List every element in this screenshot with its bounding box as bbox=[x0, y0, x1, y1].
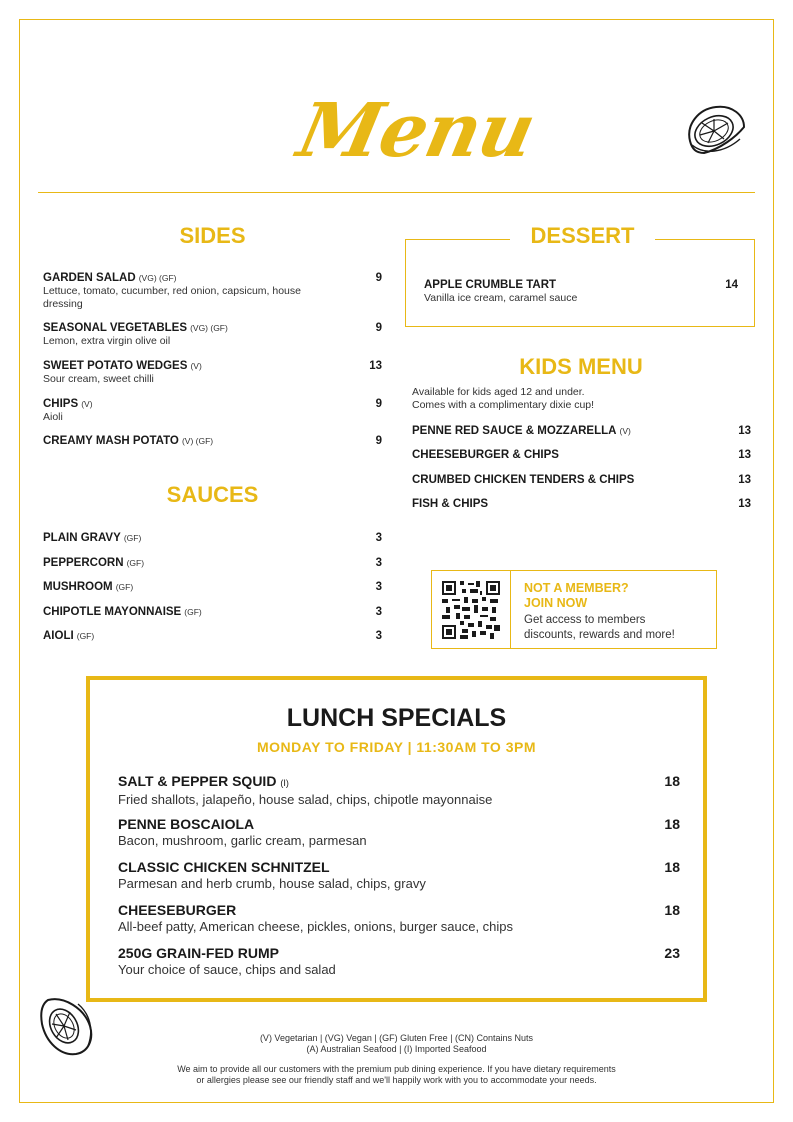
membership-promo[interactable] bbox=[431, 570, 717, 649]
item-price: 9 bbox=[375, 435, 382, 447]
sauces-heading: SAUCES bbox=[166, 482, 259, 507]
item-price: 13 bbox=[738, 425, 751, 437]
list-item bbox=[118, 773, 492, 808]
item-description: Your choice of sauce, chips and salad bbox=[118, 962, 336, 977]
item-price: 18 bbox=[664, 816, 680, 832]
list-item bbox=[412, 498, 488, 511]
item-name: PENNE RED SAUCE & MOZZARELLA bbox=[412, 425, 617, 437]
item-name: PEPPERCORN bbox=[43, 557, 124, 569]
lunch-specials-box bbox=[86, 676, 707, 1002]
item-price: 9 bbox=[375, 322, 382, 334]
item-description: Sour cream, sweet chilli bbox=[43, 373, 154, 385]
note-line: or allergies please see our friendly staff and we'll happily work with you to accommodate your needs. bbox=[196, 1075, 597, 1085]
item-name: CRUMBED CHICKEN TENDERS & CHIPS bbox=[412, 474, 635, 486]
lemon-icon bbox=[684, 103, 748, 161]
dietary-legend bbox=[0, 1033, 793, 1055]
item-name: FISH & CHIPS bbox=[412, 498, 489, 510]
item-tags: (V) (GF) bbox=[181, 436, 214, 446]
item-tags: (GF) bbox=[126, 558, 145, 568]
item-description: Lemon, extra virgin olive oil bbox=[43, 335, 171, 347]
list-item bbox=[43, 581, 133, 594]
item-tags: (GF) bbox=[76, 631, 95, 641]
item-name: CREAMY MASH POTATO bbox=[43, 435, 179, 447]
item-description: All-beef patty, American cheese, pickles, onions, burger sauce, chips bbox=[118, 919, 514, 934]
list-item bbox=[118, 816, 367, 849]
item-name: SEASONAL VEGETABLES bbox=[43, 322, 187, 334]
item-price: 3 bbox=[375, 630, 382, 642]
item-price: 13 bbox=[738, 498, 751, 510]
item-name: SALT & PEPPER SQUID bbox=[118, 773, 277, 789]
list-item bbox=[412, 474, 634, 487]
item-name: PLAIN GRAVY bbox=[43, 532, 121, 544]
item-price: 14 bbox=[725, 279, 738, 291]
item-description: Parmesan and herb crumb, house salad, chips, gravy bbox=[118, 876, 426, 891]
item-description: Bacon, mushroom, garlic cream, parmesan bbox=[118, 833, 367, 848]
item-price: 3 bbox=[375, 557, 382, 569]
member-text-line: discounts, rewards and more! bbox=[524, 629, 675, 641]
item-tags: (V) bbox=[190, 361, 202, 371]
item-name: CLASSIC CHICKEN SCHNITZEL bbox=[118, 859, 330, 875]
list-item bbox=[118, 859, 426, 892]
item-price: 13 bbox=[738, 449, 751, 461]
item-name: AIOLI bbox=[43, 630, 74, 642]
item-description: Lettuce, tomato, cucumber, red onion, capsicum, house dressing bbox=[43, 285, 301, 310]
item-tags: (I) bbox=[280, 778, 289, 788]
title-divider bbox=[38, 192, 755, 193]
item-price: 23 bbox=[664, 945, 680, 961]
item-price: 18 bbox=[664, 902, 680, 918]
kids-note-line: Comes with a complimentary dixie cup! bbox=[412, 399, 595, 411]
join-now-link[interactable]: JOIN NOW bbox=[524, 596, 588, 610]
kids-menu-note bbox=[412, 386, 594, 412]
list-item bbox=[43, 557, 144, 570]
item-tags: (V) bbox=[619, 426, 631, 436]
list-item bbox=[43, 435, 343, 448]
kids-note-line: Available for kids aged 12 and under. bbox=[412, 386, 585, 398]
list-item bbox=[43, 322, 343, 348]
list-item bbox=[412, 449, 559, 462]
item-name: CHIPS bbox=[43, 398, 79, 410]
list-item bbox=[43, 398, 343, 424]
item-name: GARDEN SALAD bbox=[43, 272, 136, 284]
item-price: 13 bbox=[738, 474, 751, 486]
sides-heading: SIDES bbox=[179, 223, 246, 248]
legend-line: (A) Australian Seafood | (I) Imported Seafood bbox=[306, 1044, 487, 1054]
lunch-specials-heading: LUNCH SPECIALS bbox=[286, 704, 507, 732]
item-name: CHEESEBURGER bbox=[118, 902, 237, 918]
item-price: 13 bbox=[369, 360, 382, 372]
item-price: 3 bbox=[375, 606, 382, 618]
item-description: Fried shallots, jalapeño, house salad, chips, chipotle mayonnaise bbox=[118, 792, 493, 807]
list-item bbox=[43, 360, 343, 386]
item-price: 18 bbox=[664, 859, 680, 875]
item-price: 9 bbox=[375, 398, 382, 410]
item-description: Vanilla ice cream, caramel sauce bbox=[424, 292, 578, 304]
list-item bbox=[43, 272, 343, 311]
item-name: CHIPOTLE MAYONNAISE bbox=[43, 606, 182, 618]
item-tags: (VG) (GF) bbox=[138, 273, 177, 283]
list-item bbox=[118, 945, 336, 978]
member-text bbox=[524, 613, 675, 643]
list-item bbox=[424, 279, 704, 305]
item-name: SWEET POTATO WEDGES bbox=[43, 360, 188, 372]
item-price: 18 bbox=[664, 773, 680, 789]
item-name: MUSHROOM bbox=[43, 581, 113, 593]
kids-menu-heading: KIDS MENU bbox=[519, 354, 643, 379]
member-divider bbox=[510, 571, 511, 648]
item-tags: (V) bbox=[81, 399, 93, 409]
item-tags: (GF) bbox=[115, 582, 134, 592]
item-description: Aioli bbox=[43, 411, 63, 423]
dessert-heading: DESSERT bbox=[510, 223, 655, 249]
lunch-specials-subheading: MONDAY TO FRIDAY | 11:30AM TO 3PM bbox=[257, 739, 536, 755]
item-price: 9 bbox=[375, 272, 382, 284]
member-text-line: Get access to members bbox=[524, 614, 646, 626]
menu-title: Menu bbox=[290, 88, 542, 174]
list-item bbox=[412, 425, 631, 438]
member-title-line: NOT A MEMBER? bbox=[524, 581, 629, 595]
member-title[interactable] bbox=[524, 581, 629, 611]
item-price: 3 bbox=[375, 532, 382, 544]
list-item bbox=[43, 532, 141, 545]
item-price: 3 bbox=[375, 581, 382, 593]
note-line: We aim to provide all our customers with the premium pub dining experience. If you have dietary requirements bbox=[177, 1064, 616, 1074]
item-tags: (GF) bbox=[123, 533, 142, 543]
item-name: CHEESEBURGER & CHIPS bbox=[412, 449, 559, 461]
qr-code-icon[interactable] bbox=[442, 581, 500, 639]
list-item bbox=[43, 606, 202, 619]
dietary-note bbox=[0, 1064, 793, 1086]
list-item bbox=[43, 630, 94, 643]
item-name: 250G GRAIN-FED RUMP bbox=[118, 945, 280, 961]
list-item bbox=[118, 902, 513, 935]
item-tags: (VG) (GF) bbox=[190, 323, 228, 333]
item-name: APPLE CRUMBLE TART bbox=[424, 279, 557, 291]
item-name: PENNE BOSCAIOLA bbox=[118, 816, 255, 832]
item-tags: (GF) bbox=[184, 607, 202, 617]
legend-line: (V) Vegetarian | (VG) Vegan | (GF) Gluten Free | (CN) Contains Nuts bbox=[259, 1033, 534, 1043]
